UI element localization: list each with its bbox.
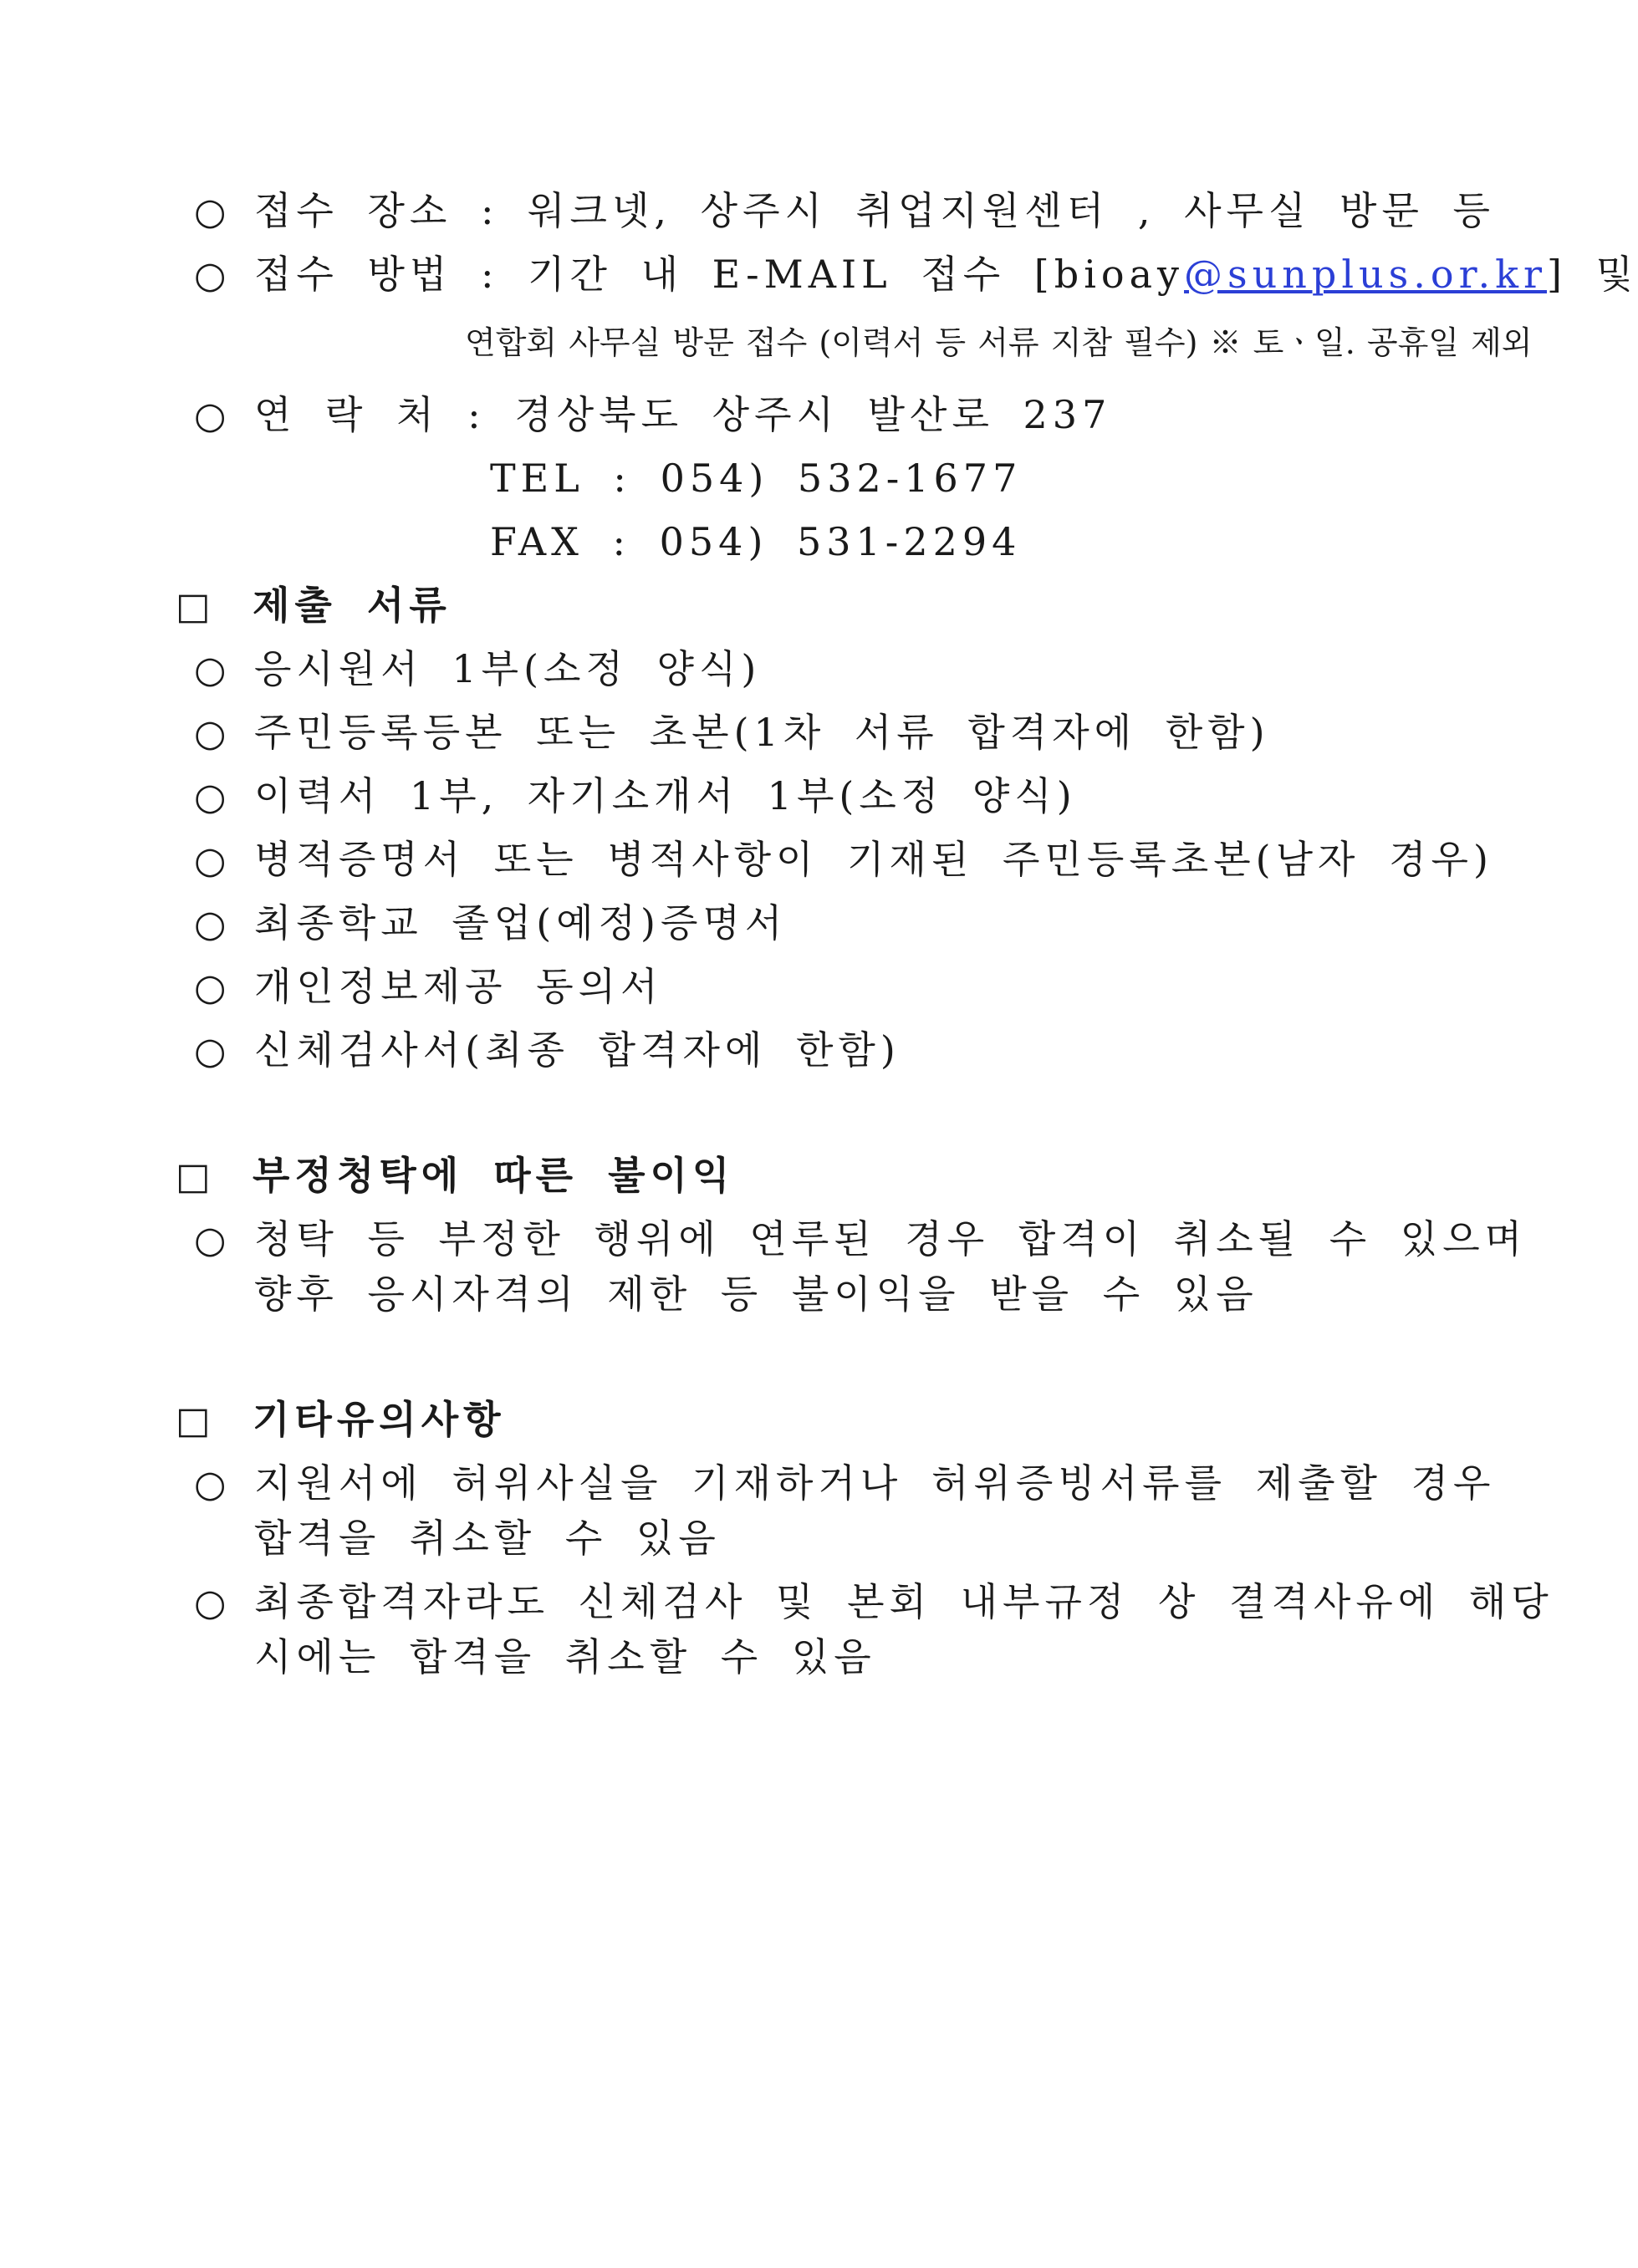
square-bullet-icon: □ [176,1155,211,1198]
reception-method-label: 접수 방법 [254,252,452,297]
circle-bullet-icon: ○ [194,1219,227,1261]
reception-place-row: ○ 접수 장소 : 워크넷, 상주시 취업지원센터 , 사무실 방문 등 [194,186,1495,237]
document-item: ○ 주민등록등본 또는 초본(1차 서류 합격자에 한함) [194,707,1270,759]
circle-bullet-icon: ○ [194,776,227,818]
circle-bullet-icon: ○ [194,966,227,1009]
circle-bullet-icon: ○ [194,839,227,882]
notes-heading: 기타유의사항 [253,1397,506,1442]
circle-bullet-icon: ○ [194,254,227,297]
circle-bullet-icon: ○ [194,1582,227,1624]
circle-bullet-icon: ○ [194,903,227,945]
fax-label: FAX [490,519,584,564]
solicitation-heading-row [176,1150,734,1202]
document-item: ○ 병적증명서 또는 병적사항이 기재된 주민등록초본(남자 경우) [194,834,1493,886]
document-item: ○ 개인정보제공 동의서 [194,961,663,1013]
notes-item: ○ 지원서에 허위사실을 기재하거나 허위증빙서류를 제출할 경우 [194,1458,1495,1510]
solicitation-item: ○ 청탁 등 부정한 행위에 연루된 경우 합격이 취소될 수 있으며 [194,1214,1527,1266]
document-item: ○ 응시원서 1부(소정 양식) [194,644,761,696]
solicitation-item-continuation: 향후 응시자격의 제한 등 불이익을 받을 수 있음 [254,1272,1258,1317]
documents-heading-row [176,580,452,632]
documents-heading: 제출 서류 [253,583,452,628]
notes-item-continuation: 시에는 합격을 취소할 수 있음 [254,1634,876,1679]
notes-item-continuation: 합격을 취소할 수 있음 [254,1516,721,1561]
document-item: ○ 신체검사서(최종 합격자에 한함) [194,1025,901,1077]
notes-heading-row [176,1394,506,1446]
square-bullet-icon: □ [176,1399,211,1442]
notes-item: ○ 최종합격자라도 신체검사 및 본회 내부규정 상 결격사유에 해당 [194,1577,1554,1628]
contact-label: 연 락 처 [254,392,439,437]
contact-row: ○ 연 락 처 : 경상북도 상주시 발산로 237 [194,390,1111,441]
fax-value: 054) 531-2294 [659,519,1022,564]
circle-bullet-icon: ○ [194,1463,227,1506]
circle-bullet-icon: ○ [194,1030,227,1073]
contact-address: 경상북도 상주시 발산로 237 [514,392,1112,437]
contact-fax-row: FAX : 054) 531-2294 [490,519,1022,564]
reception-method-row: ○ 접수 방법 : 기간 내 E-MAIL 접수 [bioay@sunplus.or.kr] 및 [194,249,1638,301]
square-bullet-icon: □ [176,585,211,628]
tel-label: TEL [490,456,584,501]
reception-method-value: 기간 내 E-MAIL 접수 [bioay [528,252,1185,297]
document-item: ○ 이력서 1부, 자기소개서 1부(소정 양식) [194,771,1077,823]
circle-bullet-icon: ○ [194,649,227,691]
contact-tel-row: TEL : 054) 532-1677 [490,456,1023,501]
document-item: ○ 최종학교 졸업(예정)증명서 [194,898,787,950]
circle-bullet-icon: ○ [194,712,227,755]
circle-bullet-icon: ○ [194,395,227,437]
circle-bullet-icon: ○ [194,191,227,233]
reception-place-value: 워크넷, 상주시 취업지원센터 , 사무실 방문 등 [528,188,1495,233]
reception-method-note: 연합회 사무실 방문 접수 (이력서 등 서류 지참 필수) ※ 토ㆍ일. 공휴일 제외 [465,324,1533,361]
tel-value: 054) 532-1677 [660,456,1023,501]
solicitation-heading: 부정청탁에 따른 불이익 [253,1153,735,1198]
email-link[interactable]: @sunplus.or.kr [1184,252,1548,297]
reception-place-label: 접수 장소 [254,188,452,233]
reception-method-suffix: ] 및 [1547,252,1638,297]
